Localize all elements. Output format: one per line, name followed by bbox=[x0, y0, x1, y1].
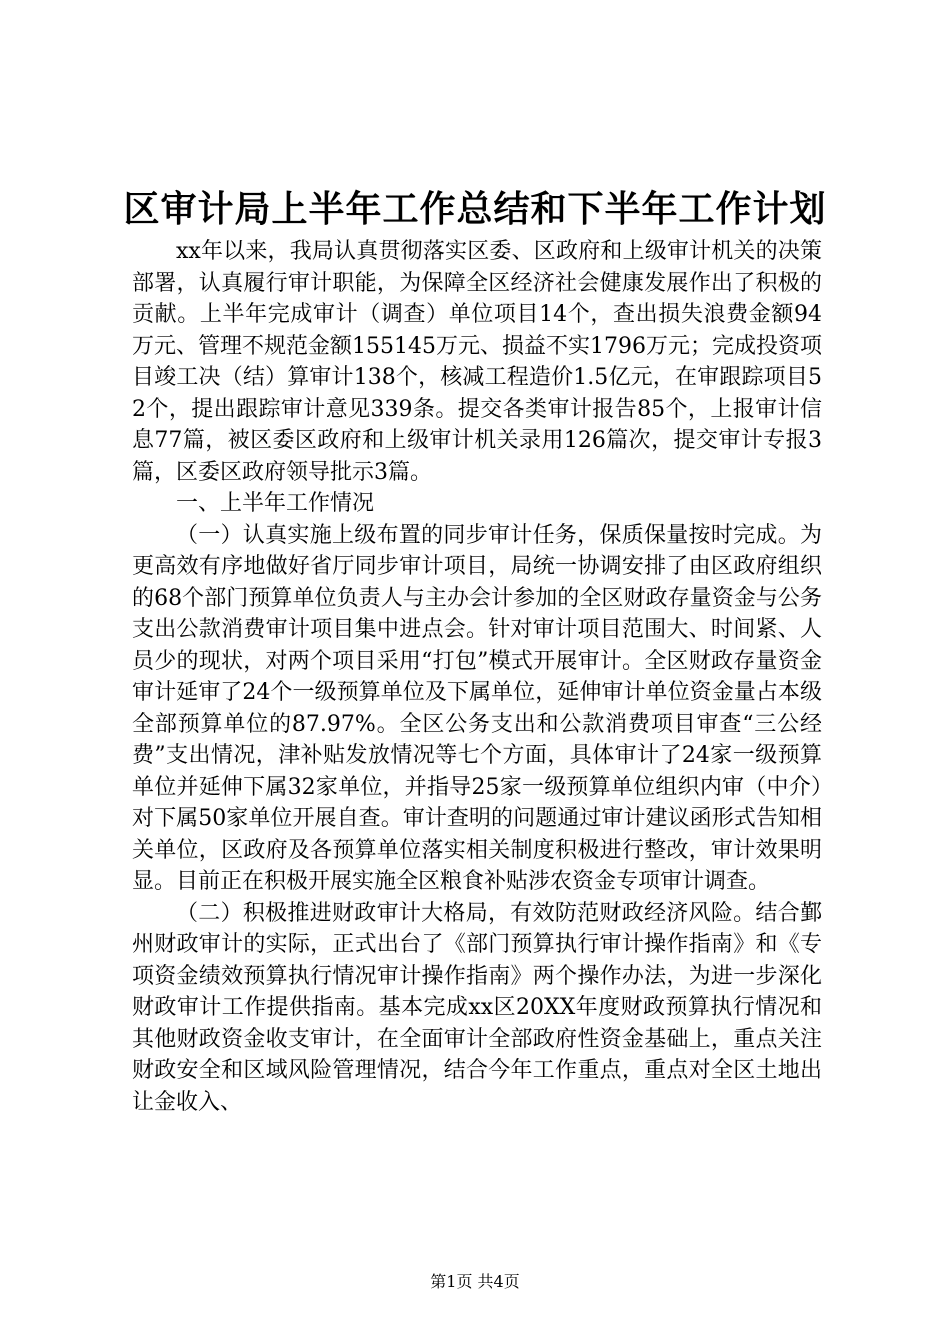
intro-paragraph: xx年以来，我局认真贯彻落实区委、区政府和上级审计机关的决策部署，认真履行审计职能，为保障全区经济社会健康发展作出了积极的贡献。上半年完成审计（调查）单位项目14个，查出损失浪费金额94万元、管理不规范金额155145万元、损益不实1796万元；完成投资项目竣工决（结）算审计138个，核减工程造价1.5亿元，在审跟踪项目52个，提出跟踪审计意见339条。提交各类审计报告85个，上报审计信息77篇，被区委区政府和上级审计机关录用126篇次，提交审计专报3篇，区委区政府领导批示3篇。 bbox=[132, 239, 822, 485]
document-body bbox=[132, 236, 822, 1118]
document-title: 区审计局上半年工作总结和下半年工作计划 bbox=[123, 188, 827, 230]
section-paragraph-2: （二）积极推进财政审计大格局，有效防范财政经济风险。结合鄞州财政审计的实际，正式出台了《部门预算执行审计操作指南》和《专项资金绩效预算执行情况审计操作指南》两个操作办法，为进一步深化财政审计工作提供指南。基本完成xx区20XX年度财政预算执行情况和其他财政资金收支审计，在全面审计全部政府性资金基础上，重点关注财政安全和区域风险管理情况，结合今年工作重点，重点对全区土地出让金收入、 bbox=[132, 900, 822, 1115]
section-heading: 一、上半年工作情况 bbox=[176, 491, 375, 516]
section-paragraph-1: （一）认真实施上级布置的同步审计任务，保质保量按时完成。为更高效有序地做好省厅同步审计项目，局统一协调安排了由区政府组织的68个部门预算单位负责人与主办会计参加的全区财政存量资金与公务支出公款消费审计项目集中进点会。针对审计项目范围大、时间紧、人员少的现状，对两个项目采用“打包”模式开展审计。全区财政存量资金审计延审了24个一级预算单位及下属单位，延伸审计单位资金量占本级全部预算单位的87.97%。全区公务支出和公款消费项目审查“三公经费”支出情况，津补贴发放情况等七个方面，具体审计了24家一级预算单位并延伸下属32家单位，并指导25家一级预算单位组织内审（中介）对下属50家单位开展自查。审计查明的问题通过审计建议函形式告知相关单位，区政府及各预算单位落实相关制度积极进行整改，审计效果明显。目前正在积极开展实施全区粮食补贴涉农资金专项审计调查。 bbox=[132, 522, 822, 894]
page-footer: 第1页 共4页 bbox=[430, 1272, 520, 1291]
